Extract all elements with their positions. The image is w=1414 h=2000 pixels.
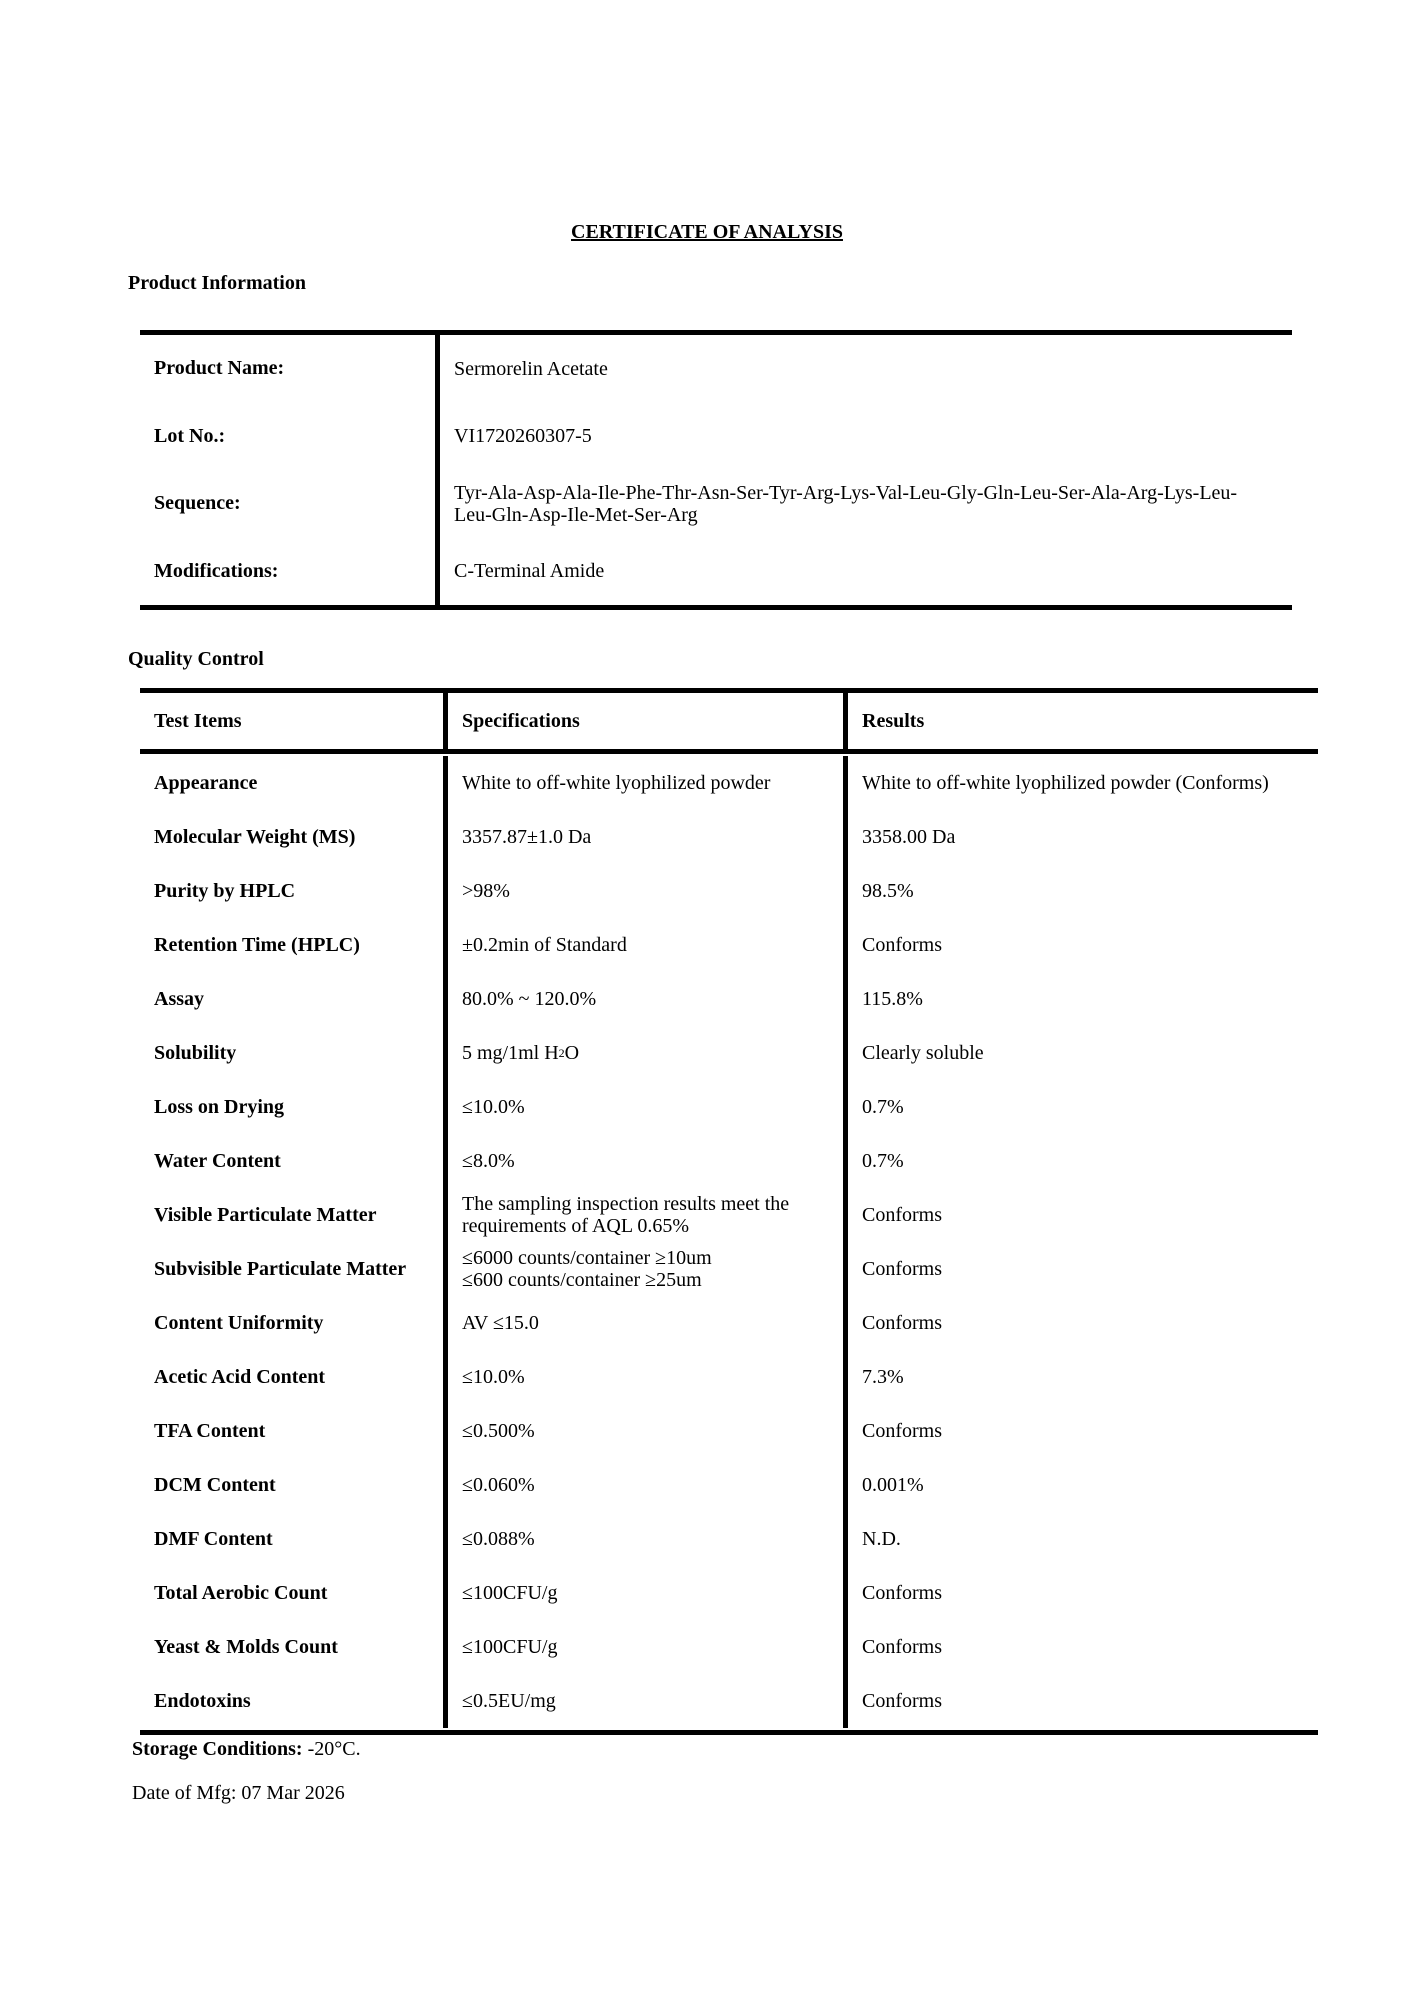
specification: [448, 1242, 848, 1296]
specification: ≤10.0%: [448, 1080, 848, 1134]
spec-text: 5 mg/1ml H: [462, 1042, 559, 1064]
table-row: [140, 864, 1318, 918]
info-label: Modifications:: [140, 538, 440, 606]
specification: 3357.87±1.0 Da: [448, 810, 848, 864]
test-item: Retention Time (HPLC): [140, 918, 448, 972]
manufacturing-date: Date of Mfg: 07 Mar 2026: [132, 1782, 345, 1804]
specification: ≤100CFU/g: [448, 1566, 848, 1620]
result: Clearly soluble: [862, 1041, 984, 1064]
info-row-product-name: [140, 335, 1292, 403]
product-information-table: [140, 330, 1292, 610]
table-row: [140, 1566, 1318, 1620]
specification: 5 mg/1ml H 2 O: [448, 1026, 848, 1080]
specification: White to off-white lyophilized powder: [448, 756, 848, 810]
specification: ≤0.500%: [448, 1404, 848, 1458]
result: N.D.: [862, 1527, 901, 1550]
test-item: Total Aerobic Count: [140, 1566, 448, 1620]
result: Conforms: [862, 1689, 942, 1712]
test-item: Appearance: [140, 756, 448, 810]
table-row: [140, 1188, 1318, 1242]
storage-conditions: [132, 1738, 361, 1761]
table-body: [140, 754, 1318, 1730]
table-row: [140, 810, 1318, 864]
column-header: Test Items: [140, 693, 448, 749]
test-item: Water Content: [140, 1134, 448, 1188]
table-row: [140, 918, 1318, 972]
specification: ≤8.0%: [448, 1134, 848, 1188]
storage-label: Storage Conditions:: [132, 1738, 303, 1760]
specification: ≤0.088%: [448, 1512, 848, 1566]
table-row: [140, 1674, 1318, 1728]
column-header: Specifications: [448, 693, 848, 749]
test-item: Subvisible Particulate Matter: [140, 1242, 448, 1296]
table-row: [140, 1134, 1318, 1188]
table-row: [140, 1404, 1318, 1458]
test-item: DCM Content: [140, 1458, 448, 1512]
result: 0.7%: [862, 1095, 904, 1118]
result: Conforms: [862, 933, 942, 956]
info-label: Lot No.:: [140, 403, 440, 471]
spec-line: The sampling inspection results meet the: [462, 1193, 790, 1215]
table-row: [140, 1512, 1318, 1566]
info-row-sequence: [140, 470, 1292, 538]
specification: ≤10.0%: [448, 1350, 848, 1404]
table-row: [140, 972, 1318, 1026]
specification: ≤0.5EU/mg: [448, 1674, 848, 1728]
spec-line: requirements of AQL 0.65%: [462, 1215, 689, 1237]
table-row: [140, 1620, 1318, 1674]
test-item: Yeast & Molds Count: [140, 1620, 448, 1674]
info-value: Tyr-Ala-Asp-Ala-Ile-Phe-Thr-Asn-Ser-Tyr-Arg-Lys-Val-Leu-Gly-Gln-Leu-Ser-Ala-Arg-Lys-Leu-Leu-Gln-Asp-Ile-Met-Ser-Arg: [454, 481, 1238, 526]
info-value: Sermorelin Acetate: [454, 357, 608, 380]
table-row: [140, 1458, 1318, 1512]
table-header-row: [140, 693, 1318, 754]
result: White to off-white lyophilized powder (Conforms): [862, 771, 1269, 794]
storage-value: -20°C.: [302, 1738, 361, 1760]
result: Conforms: [862, 1635, 942, 1658]
result: 0.001%: [862, 1473, 924, 1496]
result: 3358.00 Da: [862, 825, 956, 848]
result: Conforms: [862, 1581, 942, 1604]
result: Conforms: [862, 1419, 942, 1442]
specification: ±0.2min of Standard: [448, 918, 848, 972]
spec-line: ≤600 counts/container ≥25um: [462, 1269, 702, 1291]
table-row: [140, 1350, 1318, 1404]
info-row-lot-no: [140, 403, 1292, 471]
test-item: Endotoxins: [140, 1674, 448, 1728]
test-item: Content Uniformity: [140, 1296, 448, 1350]
spec-text: O: [564, 1042, 580, 1064]
table-row: [140, 756, 1318, 810]
test-item: Purity by HPLC: [140, 864, 448, 918]
specification: [448, 1188, 848, 1242]
info-value: VI1720260307-5: [454, 425, 592, 448]
table-row: [140, 1080, 1318, 1134]
test-item: Assay: [140, 972, 448, 1026]
test-item: DMF Content: [140, 1512, 448, 1566]
document-title: CERTIFICATE OF ANALYSIS: [571, 221, 843, 243]
info-label: Sequence:: [140, 470, 440, 538]
info-row-modifications: [140, 538, 1292, 606]
test-item: TFA Content: [140, 1404, 448, 1458]
table-row: [140, 1296, 1318, 1350]
specification: >98%: [448, 864, 848, 918]
quality-control-heading: Quality Control: [128, 648, 264, 670]
specification: ≤100CFU/g: [448, 1620, 848, 1674]
result: 115.8%: [862, 987, 923, 1010]
info-label: Product Name:: [140, 335, 440, 403]
specification: 80.0% ~ 120.0%: [448, 972, 848, 1026]
specification: ≤0.060%: [448, 1458, 848, 1512]
table-row: [140, 1242, 1318, 1296]
test-item: Molecular Weight (MS): [140, 810, 448, 864]
result: Conforms: [862, 1257, 942, 1280]
result: Conforms: [862, 1311, 942, 1334]
test-item: Loss on Drying: [140, 1080, 448, 1134]
result: 7.3%: [862, 1365, 904, 1388]
info-value: C-Terminal Amide: [454, 560, 605, 583]
result: 98.5%: [862, 879, 914, 902]
table-row: [140, 1026, 1318, 1080]
specification: AV ≤15.0: [448, 1296, 848, 1350]
test-item: Acetic Acid Content: [140, 1350, 448, 1404]
spec-line: ≤6000 counts/container ≥10um: [462, 1247, 712, 1269]
test-item: Solubility: [140, 1026, 448, 1080]
result: Conforms: [862, 1203, 942, 1226]
column-header: Results: [862, 709, 925, 732]
product-information-heading: Product Information: [128, 272, 306, 294]
result: 0.7%: [862, 1149, 904, 1172]
quality-control-table: [140, 688, 1318, 1735]
test-item: Visible Particulate Matter: [140, 1188, 448, 1242]
